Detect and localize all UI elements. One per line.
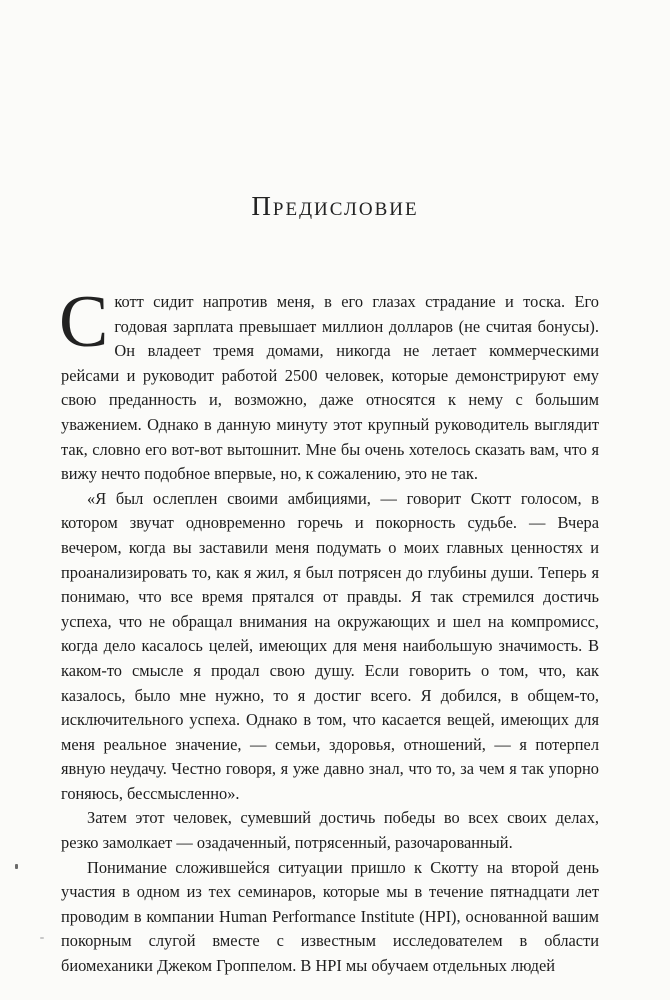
scan-speck-light [40, 937, 44, 939]
paragraph-1-text: котт сидит напротив меня, в его глазах страдание и тоска. Его годовая зарплата превышает миллион долларов (не считая бонусы). Он владеет тремя домами, никогда не летает коммерческими рейсами и руководит работой 2500 человек, которые демонстрируют ему свою преданность и, возможно, даже относятся к нему с большим уважением. Однако в данную минуту этот крупный руководитель выглядит так, словно его вот-вот вытошнит. Мне бы очень хотелось сказать вам, что я вижу нечто подобное впервые, но, к сожалению, это не так. [61, 292, 599, 484]
paragraph-3: Затем этот человек, сумевший достичь победы во всех своих делах, резко замолкает — озадаченный, потрясенный, разочарованный. [61, 808, 599, 853]
scan-speck [15, 864, 18, 869]
paragraph-4: Понимание сложившейся ситуации пришло к Скотту на второй день участия в одном из тех семинаров, которые мы в течение пятнадцати лет проводим в компании Human Performance Institute (HPI), основанной вашим покорным слугой вместе с известным исследователем в области биомеханики Джеком Гроппелом. В HPI мы обучаем отдельных людей [61, 857, 599, 976]
chapter-title: Предисловие [251, 191, 419, 221]
paragraph-2: «Я был ослеплен своими амбициями, — говорит Скотт голосом, в котором звучат одновременно горечь и покорность судьбе. — Вчера вечером, когда вы заставили меня подумать о моих главных ценностях и проанализировать то, как я жил, я был потрясен до глубины души. Теперь я понимаю, что все время прятался от правды. Я так стремился достичь успеха, что не обращал внимания на окружающих и шел на компромисс, когда дело касалось целей, имеющих для меня наибольшую значимость. В каком-то смысле я продал свою душу. Если говорить о том, что, как казалось, было мне нужно, то я достиг всего. Я добился, в общем-то, исключительного успеха. Однако в том, что касается вещей, имеющих для меня реальное значение, — семьи, здоровья, отношений, — я потерпел явную неудачу. Честно говоря, я уже давно знал, что то, за чем я так упорно гоняюсь, бессмысленно». [61, 488, 599, 803]
paragraph-1 [59, 281, 599, 487]
drop-cap: С [59, 281, 109, 363]
body-text [59, 281, 599, 979]
